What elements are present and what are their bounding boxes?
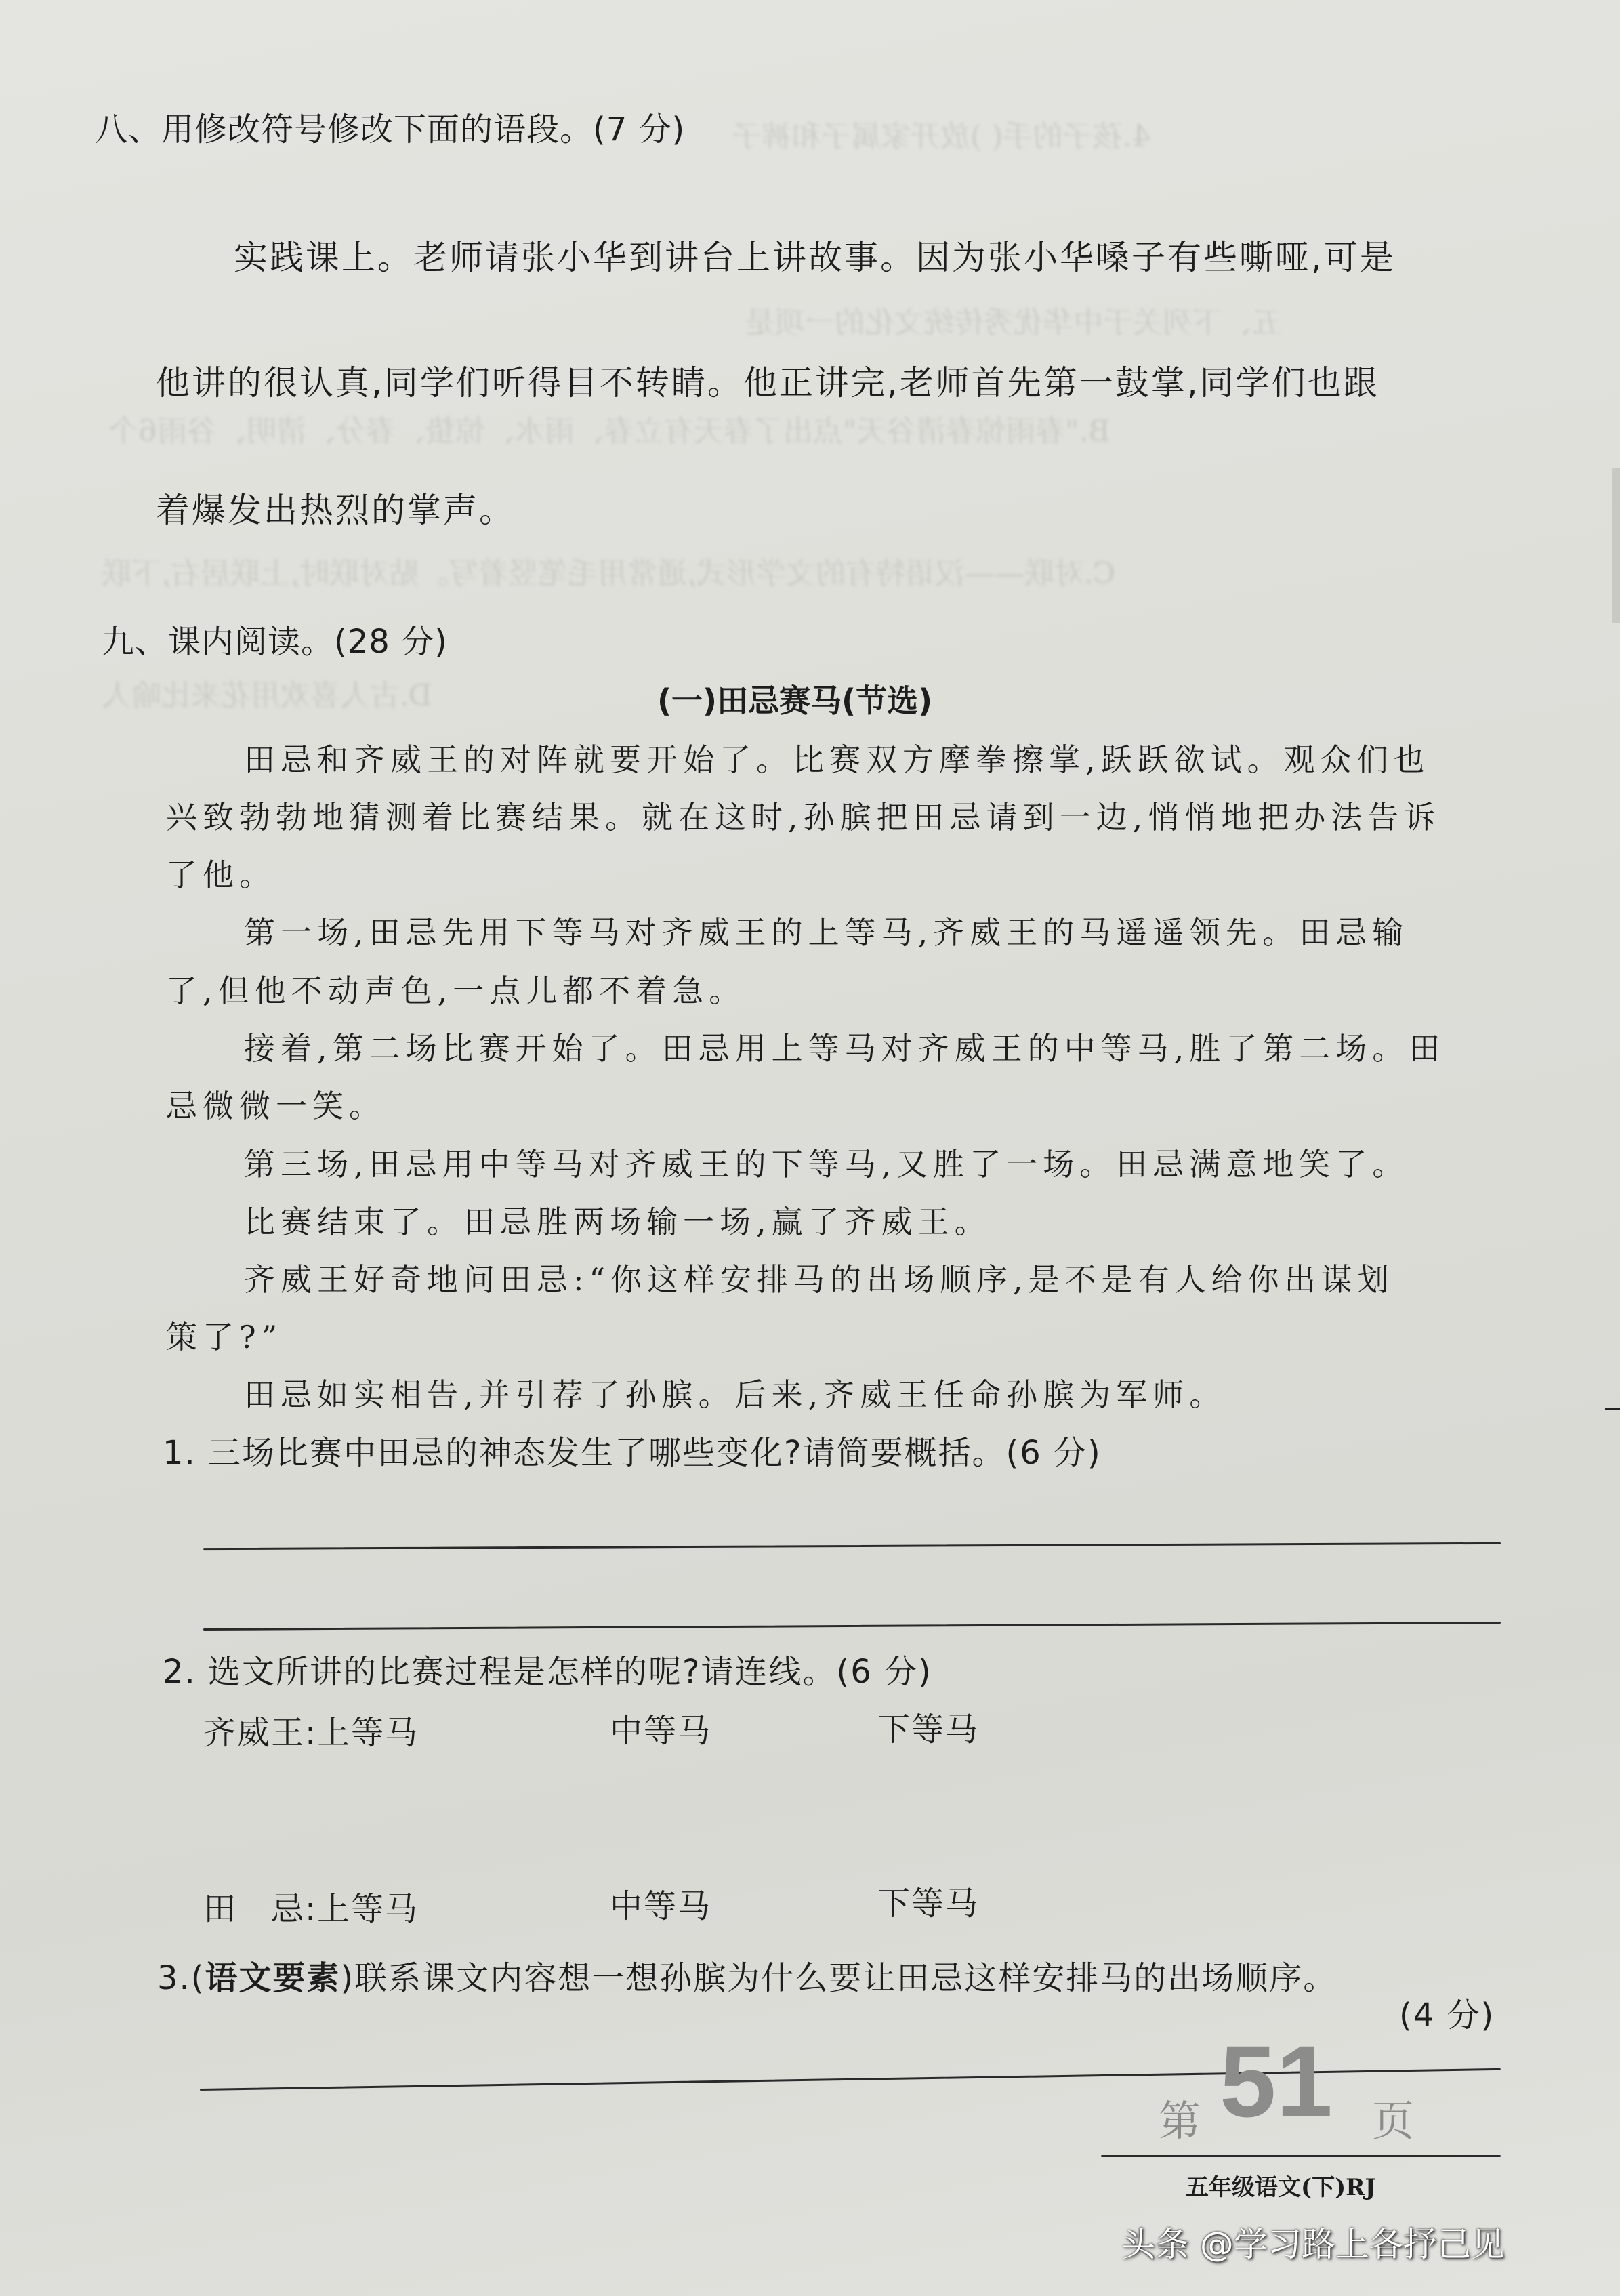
page-suffix: 页 bbox=[1372, 2096, 1415, 2146]
passage-line: 第一场,田忌先用下等马对齐威王的上等马,齐威王的马遥遥领先。田忌输 bbox=[244, 914, 1409, 951]
passage-title: (一)田忌赛马(节选) bbox=[657, 682, 933, 719]
qi-king-middle-horse: 中等马 bbox=[610, 1712, 712, 1750]
bleed-through-text: C.对联——汉语特有的文学形式,通常用毛笔竖着写。贴对联时,上联居右,下联 bbox=[102, 556, 1116, 591]
qi-king-top-horse: 齐威王:上等马 bbox=[203, 1714, 419, 1752]
question-3-tag: 语文要素 bbox=[205, 1959, 341, 1997]
page-edge-strip bbox=[1612, 468, 1620, 623]
question-3-prefix: 3.( bbox=[157, 1959, 205, 1997]
answer-line[interactable] bbox=[203, 1542, 1501, 1550]
bleed-through-text: 五、下列关于中华优秀传统文化的一项是 bbox=[745, 306, 1282, 340]
bleed-through-text: B."春雨惊春清谷天"点出了春天有立春、雨水、惊蛰、春分、清明、谷雨6个 bbox=[108, 414, 1110, 449]
section8-heading: 八、用修改符号修改下面的语段。(7 分) bbox=[95, 110, 686, 148]
section8-paragraph-line: 他讲的很认真,同学们听得目不转睛。他正讲完,老师首先第一鼓掌,同学们也跟 bbox=[156, 363, 1379, 403]
qi-king-lower-horse: 下等马 bbox=[877, 1710, 980, 1748]
question-2: 2. 选文所讲的比赛过程是怎样的呢?请连线。(6 分) bbox=[163, 1653, 932, 1691]
passage-line: 第三场,田忌用中等马对齐威王的下等马,又胜了一场。田忌满意地笑了。 bbox=[244, 1146, 1409, 1183]
passage-line: 接着,第二场比赛开始了。田忌用上等马对齐威王的中等马,胜了第二场。田 bbox=[244, 1030, 1446, 1067]
tian-ji-top-horse: 田 忌:上等马 bbox=[203, 1890, 419, 1928]
passage-line: 了,但他不动声色,一点儿都不着急。 bbox=[166, 972, 746, 1009]
passage-line: 齐威王好奇地问田忌:“你这样安排马的出场顺序,是不是有人给你出谋划 bbox=[244, 1261, 1394, 1298]
section8-paragraph-line: 着爆发出热烈的掌声。 bbox=[156, 491, 515, 530]
page-prefix: 第 bbox=[1159, 2096, 1201, 2146]
bleed-through-text: D.古人喜欢用花来比喻人 bbox=[102, 678, 432, 713]
passage-line: 田忌如实相告,并引荐了孙膑。后来,齐威王任命孙膑为军师。 bbox=[244, 1376, 1226, 1413]
answer-line[interactable] bbox=[203, 1622, 1501, 1631]
passage-line: 策了?” bbox=[166, 1319, 283, 1355]
question-3-text: )联系课文内容想一想孙膑为什么要让田忌这样安排马的出场顺序。 bbox=[340, 1959, 1337, 1997]
tian-ji-middle-horse: 中等马 bbox=[610, 1887, 712, 1925]
question-1: 1. 三场比赛中田忌的神态发生了哪些变化?请简要概括。(6 分) bbox=[163, 1434, 1102, 1472]
tian-ji-lower-horse: 下等马 bbox=[877, 1885, 980, 1923]
section8-paragraph-line: 实践课上。老师请张小华到讲台上讲故事。因为张小华嗓子有些嘶哑,可是 bbox=[234, 238, 1396, 277]
question-3 bbox=[157, 1952, 1337, 1998]
page-edge-tick bbox=[1605, 1408, 1620, 1410]
passage-line: 比赛结束了。田忌胜两场输一场,赢了齐威王。 bbox=[244, 1204, 991, 1240]
question-3-score: (4 分) bbox=[1399, 1996, 1495, 2034]
passage-line: 忌微微一笑。 bbox=[166, 1088, 386, 1124]
book-label: 五年级语文(下)RJ bbox=[1186, 2174, 1376, 2201]
watermark: 头条 @学习路上各抒己见 bbox=[1121, 2225, 1505, 2264]
passage-line: 了他。 bbox=[166, 857, 276, 893]
passage-line: 兴致勃勃地猜测着比赛结果。就在这时,孙膑把田忌请到一边,悄悄地把办法告诉 bbox=[166, 799, 1441, 836]
bleed-through-text: 4.孩子的手( )放开家属子和裤子 bbox=[732, 119, 1151, 154]
passage-line: 田忌和齐威王的对阵就要开始了。比赛双方摩拳擦掌,跃跃欲试。观众们也 bbox=[244, 741, 1430, 778]
page-number: 51 bbox=[1220, 2024, 1333, 2138]
footer-divider bbox=[1101, 2155, 1501, 2157]
section9-heading: 九、课内阅读。(28 分) bbox=[102, 623, 448, 661]
